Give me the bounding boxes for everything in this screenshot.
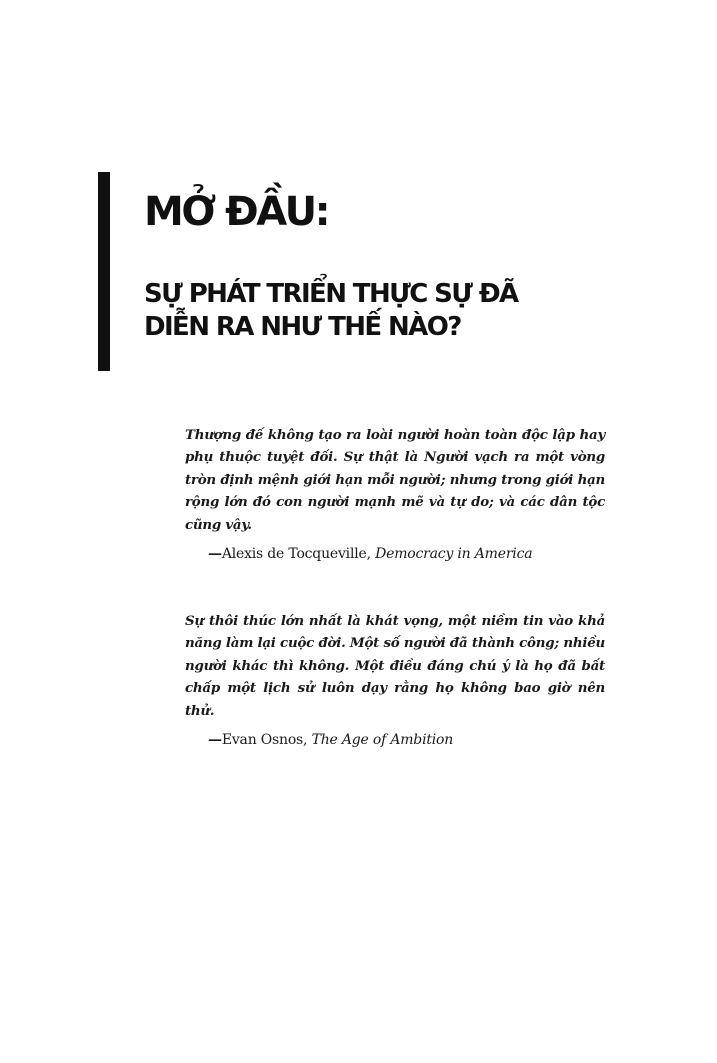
epigraph-quote: Sự thôi thúc lớn nhất là khát vọng, một niềm tin vào khả năng làm lại cuộc đời. Một số người đã thành công; nhiều người khác thì không. Một điều đáng chú ý là họ đã bất chấp một lịch sử luôn dạy rằng họ không bao giờ nên thử. xyxy=(185,613,605,719)
epigraph-attribution xyxy=(208,543,605,565)
attribution-dash: — xyxy=(208,732,222,749)
attribution-work: Democracy in America xyxy=(375,546,533,563)
chapter-title xyxy=(144,278,518,344)
chapter-label: MỞ ĐẦU: xyxy=(144,189,329,235)
epigraph xyxy=(185,424,605,565)
epigraph xyxy=(185,610,605,751)
epigraph-quote: Thượng đế không tạo ra loài người hoàn toàn độc lập hay phụ thuộc tuyệt đối. Sự thật là Người vạch ra một vòng tròn định mệnh giới hạn mỗi người; nhưng trong giới hạn rộng lớn đó con người mạnh mẽ và tự do; và các dân tộc cũng vậy. xyxy=(185,427,605,533)
chapter-side-bar xyxy=(98,172,110,371)
attribution-work: The Age of Ambition xyxy=(311,732,454,749)
chapter-title-line: SỰ PHÁT TRIỂN THỰC SỰ ĐÃ xyxy=(144,279,518,309)
attribution-author: Alexis de Tocqueville, xyxy=(221,546,376,563)
epigraph-attribution xyxy=(208,729,605,751)
chapter-title-line: DIỄN RA NHƯ THẾ NÀO? xyxy=(144,312,461,342)
attribution-author: Evan Osnos, xyxy=(221,732,312,749)
attribution-dash: — xyxy=(208,546,222,563)
